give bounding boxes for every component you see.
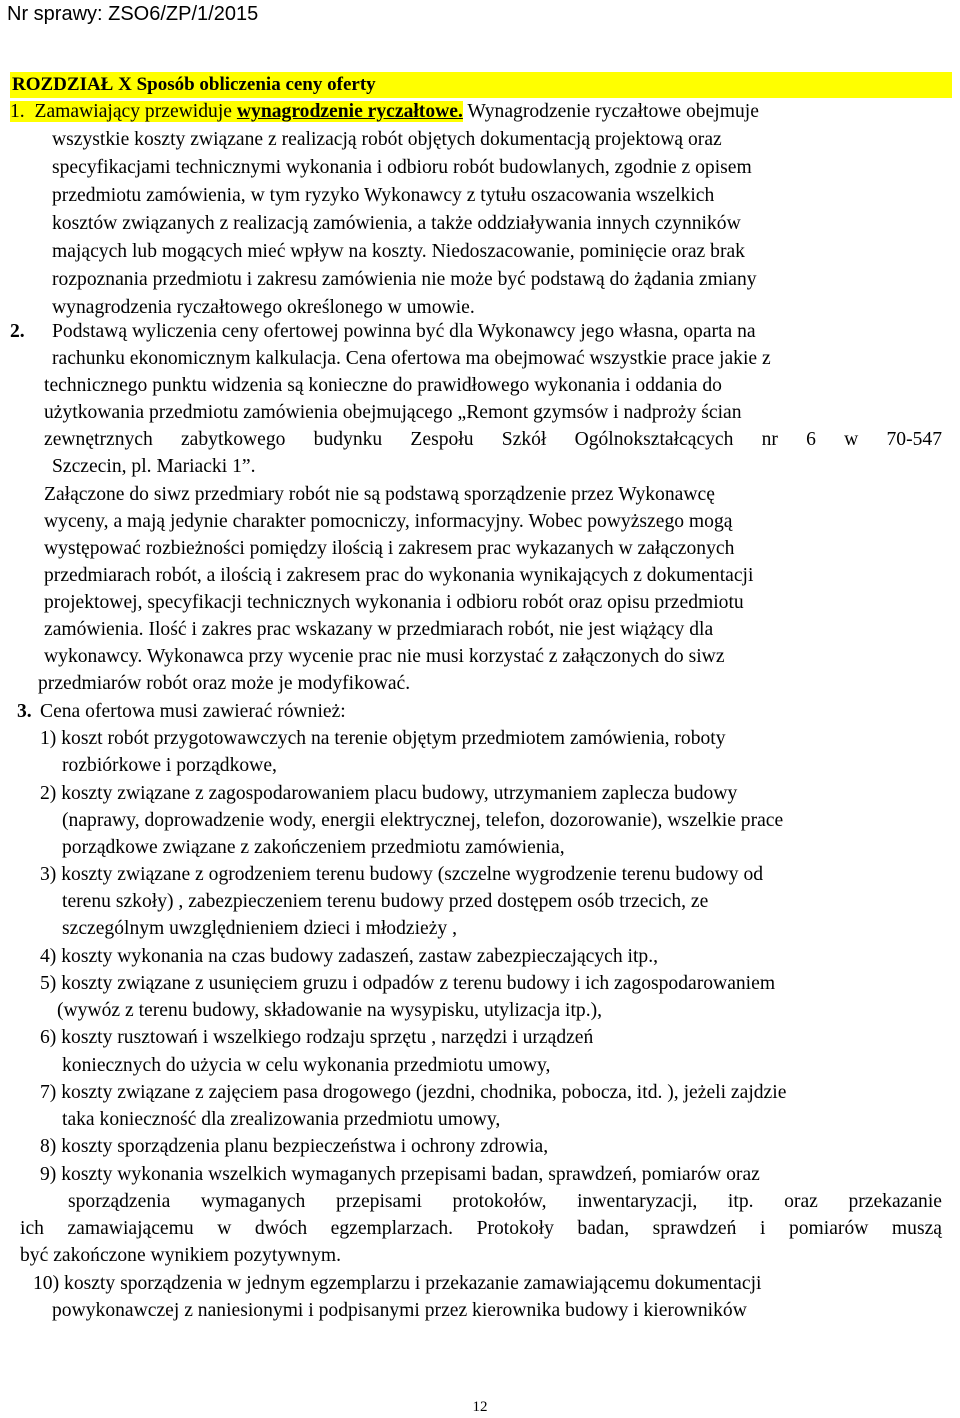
paragraph-2-line-11: projektowej, specyfikacji technicznych wykonania i odbioru robót oraz opisu przedmiotu	[44, 592, 744, 613]
paragraph-1-line-8: wynagrodzenia ryczałtowego określonego w umowie.	[52, 297, 475, 318]
paragraph-2-line-1: Podstawą wyliczenia ceny ofertowej powinna być dla Wykonawcy jego własna, oparta na	[52, 321, 756, 342]
cost-item-1-line-1: 1) koszt robót przygotowawczych na terenie objętym przedmiotem zamówienia, roboty	[40, 728, 726, 749]
paragraph-3-marker: 3.	[17, 701, 32, 722]
paragraph-1-line-4: przedmiotu zamówienia, w tym ryzyko Wykonawcy z tytułu oszacowania wszelkich	[52, 185, 715, 206]
case-number: Nr sprawy: ZSO6/ZP/1/2015	[7, 3, 259, 25]
cost-item-2-line-1: 2) koszty związane z zagospodarowaniem placu budowy, utrzymaniem zaplecza budowy	[40, 783, 738, 804]
paragraph-2-line-10: przedmiarach robót, a ilością i zakresem prac do wykonania wynikających z dokumentacji	[44, 565, 754, 586]
cost-item-5-line-2: (wywóz z terenu budowy, składowanie na wysypisku, utylizacja itp.),	[57, 1000, 603, 1021]
cost-item-8-line-1: 8) koszty sporządzenia planu bezpieczeństwa i ochrony zdrowia,	[40, 1136, 549, 1157]
paragraph-2-line-5: zewnętrznych zabytkowego budynku Zespołu Szkół Ogólnokształcących nr 6 w 70-547	[44, 429, 942, 450]
cost-item-6-line-1: 6) koszty rusztowań i wszelkiego rodzaju sprzętu , narzędzi i urządzeń	[40, 1027, 594, 1048]
section-heading: ROZDZIAŁ X Sposób obliczenia ceny oferty	[10, 72, 952, 98]
paragraph-2-line-4: użytkowania przedmiotu zamówienia obejmującego „Remont gzymsów i nadproży ścian	[44, 402, 742, 423]
page-number: 12	[472, 1399, 488, 1415]
cost-item-2-line-2: (naprawy, doprowadzenie wody, energii elektrycznej, telefon, dozorowanie), wszelkie prace	[62, 810, 784, 831]
cost-item-3-line-3: szczególnym uwzględnieniem dzieci i młodzieży ,	[62, 918, 457, 939]
paragraph-2-line-3: technicznego punktu widzenia są konieczne do prawidłowego wykonania i oddania do	[44, 375, 722, 396]
cost-item-6-line-2: koniecznych do użycia w celu wykonania przedmiotu umowy,	[62, 1055, 551, 1076]
paragraph-2-marker: 2.	[10, 321, 25, 342]
paragraph-1-line-2: wszystkie koszty związane z realizacją robót objętych dokumentacją projektową oraz	[52, 129, 722, 150]
paragraph-1-marker: 1.	[10, 101, 25, 122]
paragraph-2-line-7: Załączone do siwz przedmiary robót nie są podstawą sporządzenie przez Wykonawcę	[44, 484, 715, 505]
cost-item-2-line-3: porządkowe związane z zakończeniem przedmiotu zamówienia,	[62, 837, 565, 858]
cost-item-1-line-2: rozbiórkowe i porządkowe,	[62, 755, 277, 776]
cost-item-7-line-2: taka konieczność dla zrealizowania przedmiotu umowy,	[62, 1109, 501, 1130]
paragraph-2-line-6: Szczecin, pl. Mariacki 1”.	[52, 456, 256, 477]
cost-item-9-line-2: sporządzenia wymaganych przepisami protokołów, inwentaryzacji, itp. oraz przekazanie	[68, 1191, 942, 1212]
cost-item-3-line-2: terenu szkoły) , zabezpieczeniem terenu budowy przed dostępem osób trzecich, ze	[62, 891, 709, 912]
paragraph-2-line-8: wyceny, a mają jedynie charakter pomocniczy, informacyjny. Wobec powyższego mogą	[44, 511, 733, 532]
paragraph-1-line-5: kosztów związanych z realizacją zamówienia, a także oddziaływania innych czynników	[52, 213, 741, 234]
paragraph-2-line-12: zamówienia. Ilość i zakres prac wskazany w przedmiarach robót, nie jest wiążący dla	[44, 619, 714, 640]
paragraph-1-highlight	[10, 101, 463, 122]
paragraph-1-lead: Zamawiający przewiduje	[34, 101, 237, 122]
paragraph-2-line-2: rachunku ekonomicznym kalkulacja. Cena ofertowa ma obejmować wszystkie prace jakie z	[52, 348, 771, 369]
cost-item-9-line-1: 9) koszty wykonania wszelkich wymaganych przepisami badan, sprawdzeń, pomiarów oraz	[40, 1164, 760, 1185]
paragraph-2-line-9: występować rozbieżności pomiędzy ilością i zakresem prac wykazanych w załączonych	[44, 538, 735, 559]
lump-sum-emphasis: wynagrodzenie ryczałtowe.	[236, 101, 463, 122]
paragraph-1-line-1	[10, 100, 759, 124]
paragraph-3-intro: Cena ofertowa musi zawierać również:	[40, 701, 346, 722]
paragraph-1-line-3: specyfikacjami technicznymi wykonania i odbioru robót budowlanych, zgodnie z opisem	[52, 157, 752, 178]
paragraph-2-line-13: wykonawcy. Wykonawca przy wycenie prac nie musi korzystać z załączonych do siwz	[44, 646, 725, 667]
cost-item-5-line-1: 5) koszty związane z usunięciem gruzu i odpadów z terenu budowy i ich zagospodarowaniem	[40, 973, 776, 994]
cost-item-3-line-1: 3) koszty związane z ogrodzeniem terenu budowy (szczelne wygrodzenie terenu budowy od	[40, 864, 764, 885]
paragraph-1-line-6: mających lub mogących mieć wpływ na koszty. Niedoszacowanie, pominięcie oraz brak	[52, 241, 745, 262]
paragraph-2-line-14: przedmiarów robót oraz może je modyfikować.	[38, 673, 411, 694]
paragraph-1-line-1-rest: Wynagrodzenie ryczałtowe obejmuje	[462, 101, 759, 122]
cost-item-10-line-1: 10) koszty sporządzenia w jednym egzemplarzu i przekazanie zamawiającemu dokumentacji	[33, 1273, 762, 1294]
paragraph-1-line-7: rozpoznania przedmiotu i zakresu zamówienia nie może być podstawą do żądania zmiany	[52, 269, 757, 290]
cost-item-7-line-1: 7) koszty związane z zajęciem pasa drogowego (jezdni, chodnika, pobocza, itd. ), jeżeli zajdzie	[40, 1082, 787, 1103]
cost-item-4-line-1: 4) koszty wykonania na czas budowy zadaszeń, zastaw zabezpieczających itp.,	[40, 946, 659, 967]
cost-item-9-line-4: być zakończone wynikiem pozytywnym.	[20, 1245, 342, 1266]
cost-item-9-line-3: ich zamawiającemu w dwóch egzemplarzach. Protokoły badan, sprawdzeń i pomiarów muszą	[20, 1218, 942, 1239]
cost-item-10-line-2: powykonawczej z naniesionymi i podpisanymi przez kierownika budowy i kierowników	[52, 1300, 747, 1321]
